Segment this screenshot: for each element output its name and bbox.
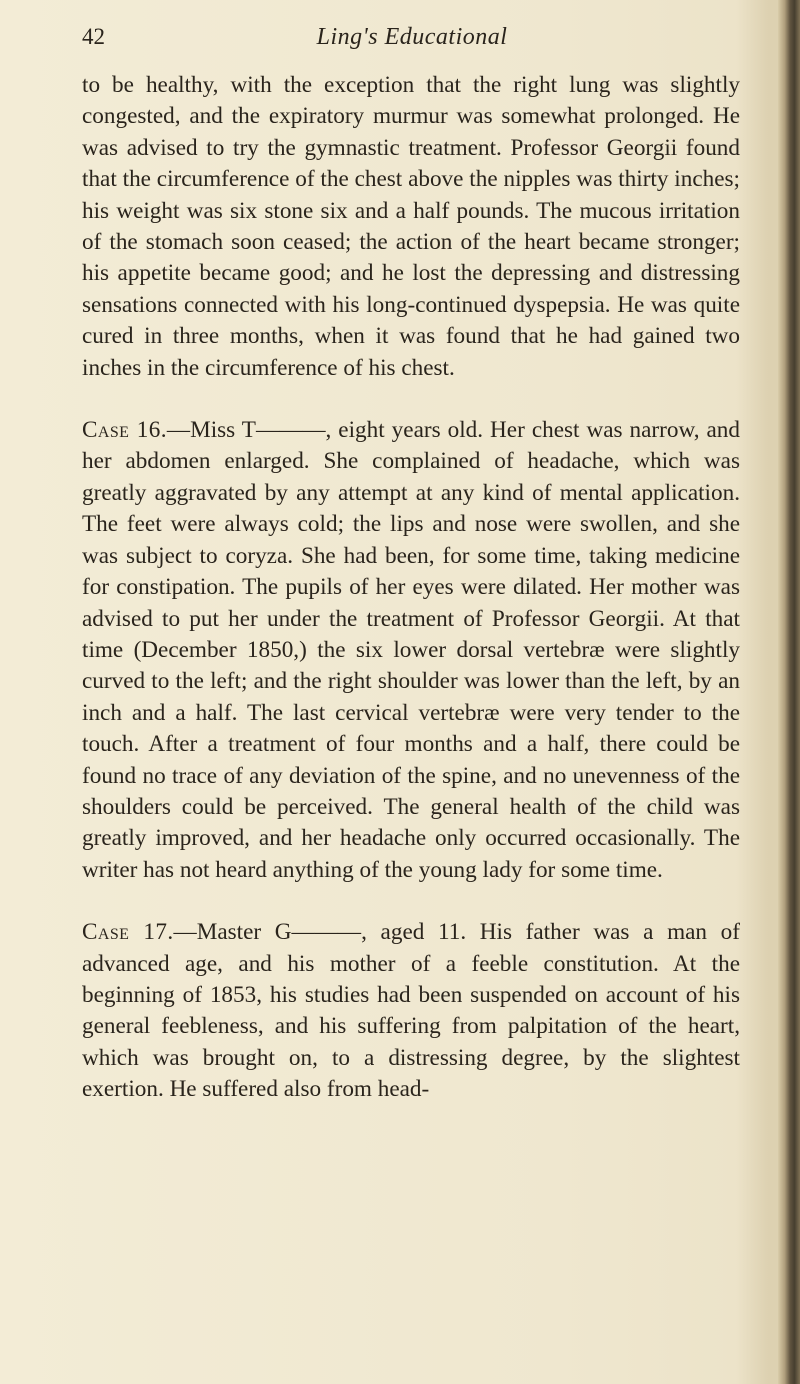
paragraph-text: —Miss T———, eight years old. Her chest was narrow, and her abdomen enlarged. She complained of headache, which was greatly aggravated by any attempt at any kind of mental application. The feet were always cold; the lips and nose were swollen, and she was subject to coryza. She had been, for some time, taking medicine for constipation. The pupils of her eyes were dilated. Her mother was advised to put her under the treatment of Professor Georgii. At that time (December 1850,) the six lower dorsal vertebræ were slightly curved to the left; and the right shoulder was lower than the left, by an inch and a half. The last cervical vertebræ were very tender to the touch. After a treatment of four months and a half, there could be found no trace of any deviation of the spine, and no unevenness of the shoulders could be perceived. The general health of the child was greatly improved, and her headache only occurred occasionally. The writer has not heard anything of the young lady for some time.: [82, 417, 740, 883]
page-number: 42: [82, 24, 105, 49]
case-label: Case 17.: [82, 919, 174, 946]
page-binding-edge: [778, 0, 800, 1384]
paragraph-case-16: [82, 415, 740, 886]
paragraph-gap: [82, 384, 740, 415]
paragraph-gap: [82, 886, 740, 917]
paragraph-text: —Master G———, aged 11. His father was a man of advanced age, and his mother of a feeble constitution. At the beginning of 1853, his studies had been suspended on account of his general feebleness, and his suffering from palpitation of the heart, which was brought on, to a distressing degree, by the slightest exertion. He suffered also from head-: [82, 919, 740, 1103]
page-header: [82, 24, 742, 64]
running-title: Ling's Educational: [316, 24, 508, 50]
paragraph-text: to be healthy, with the exception that the right lung was slightly congested, and the expiratory murmur was somewhat prolonged. He was advised to try the gymnastic treatment. Professor Georgii found that the circumference of the chest above the nipples was thirty inches; his weight was six stone six and a half pounds. The mucous irritation of the stomach soon ceased; the action of the heart became stronger; his appetite became good; and he lost the depressing and distressing sensations connected with his long-continued dyspepsia. He was quite cured in three months, when it was found that he had gained two inches in the circumference of his chest.: [82, 72, 740, 381]
paragraph-continuation: [82, 70, 740, 384]
paragraph-case-17: [82, 917, 740, 1105]
case-label: Case 16.: [82, 417, 167, 444]
body-text: [82, 70, 740, 1106]
